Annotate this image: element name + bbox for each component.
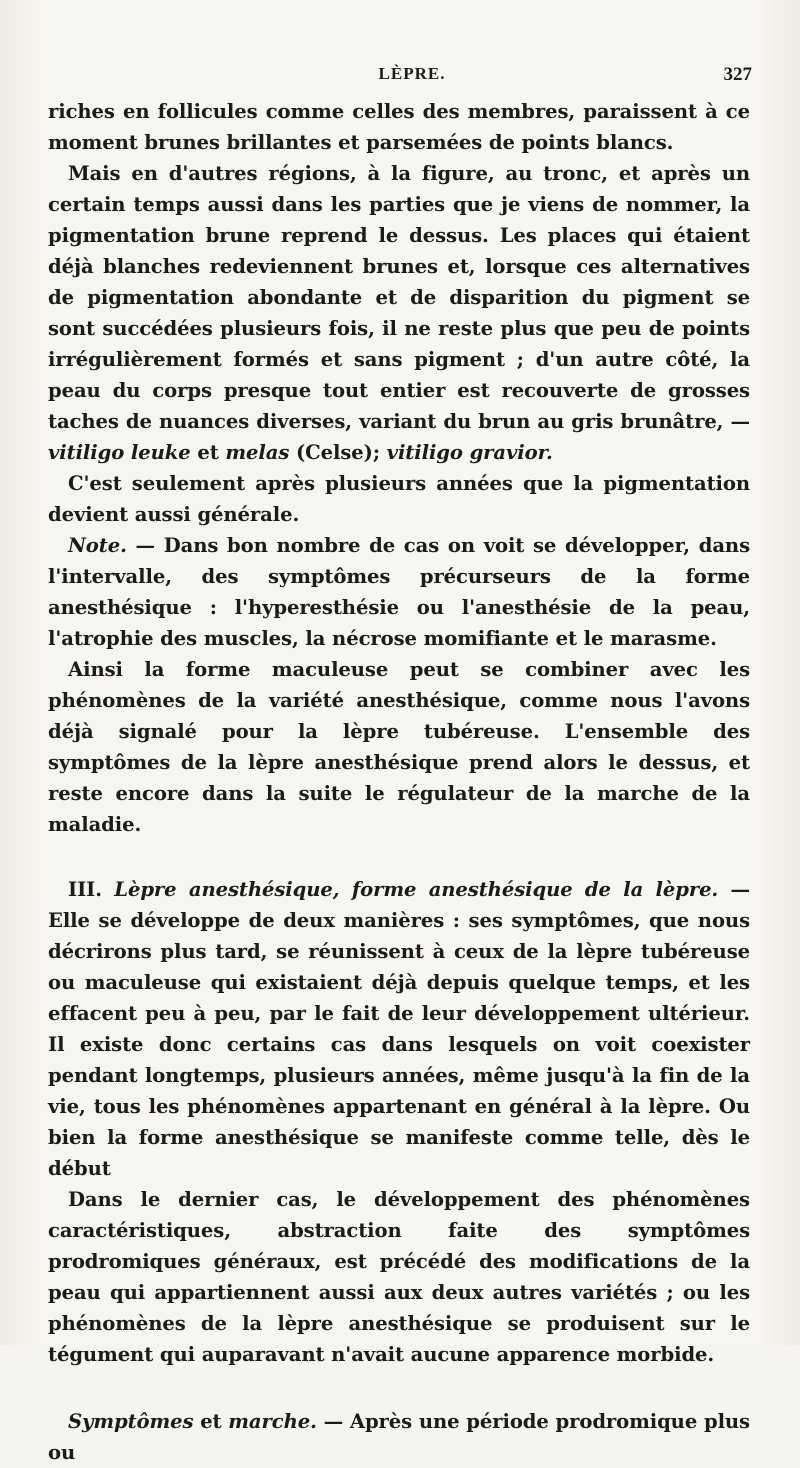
page-number: 327 — [723, 64, 752, 85]
paragraph-8: Symptômes et marche. — Après une période prodromique plus ou — [48, 1410, 750, 1464]
note-paragraph: Note. — Dans bon nombre de cas on voit se développer, dans l'intervalle, des symptômes précurseurs de la forme anesthésique : l'hyperesthésie ou l'anesthésie de la peau, l'atrophie des muscles, la nécrose momifiante et le marasme. — [48, 534, 750, 650]
body-text — [48, 96, 750, 1468]
page-header — [72, 64, 752, 92]
section-title: Lèpre anesthésique, forme anesthésique de la lèpre. — [114, 878, 719, 901]
running-title: LÈPRE. — [378, 64, 446, 83]
paragraph-5: Ainsi la forme maculeuse peut se combiner avec les phénomènes de la variété anesthésique, comme nous l'avons déjà signalé pour la lèpre tubéreuse. L'ensemble des symptômes de la lèpre anesthésique prend alors le dessus, et reste encore dans la suite le régulateur de la marche de la maladie. — [48, 658, 750, 836]
paragraph-7: Dans le dernier cas, le développement des phénomènes caractéristiques, abstraction faite des symptômes prodromiques généraux, est précédé des modifications de la peau qui appartiennent aussi aux deux autres variétés ; ou les phénomènes de la lèpre anesthésique se produisent sur le tégument qui auparavant n'avait aucune apparence morbide. — [48, 1188, 750, 1366]
section-iii-paragraph: III. Lèpre anesthésique, forme anesthésique de la lèpre. — Elle se développe de deux manières : ses symptômes, que nous décrirons plus tard, se réunissent à ceux de la lèpre tubéreuse ou maculeuse qui existaient déjà depuis quelque temps, et les effacent peu à peu, par le fait de leur développement ultérieur. Il existe donc certains cas dans lesquels on voit coexister pendant longtemps, plusieurs années, même jusqu'à la fin de la vie, tous les phénomènes appartenant en général à la lèpre. Ou bien la forme anesthésique se manifeste comme telle, dès le début — [48, 878, 751, 1180]
paragraph-1: riches en follicules comme celles des membres, paraissent à ce moment brunes brillantes et parsemées de points blancs. — [48, 100, 750, 154]
paragraph-2: Mais en d'autres régions, à la figure, au tronc, et après un certain temps aussi dans les parties que je viens de nommer, la pigmentation brune reprend le dessus. Les places qui étaient déjà blanches redeviennent brunes et, lorsque ces alternatives de pigmentation abondante et de disparition du pigment se sont succédées plusieurs fois, il ne reste plus que peu de points irrégulièrement formés et sans pigment ; d'un autre côté, la peau du corps presque tout entier est recouverte de grosses taches de nuances diverses, variant du brun au gris brunâtre, — vitiligo leuke et melas (Celse); vitiligo gravior. — [48, 162, 750, 464]
note-label: Note. — [68, 534, 127, 557]
paragraph-3: C'est seulement après plusieurs années que la pigmentation devient aussi générale. — [48, 472, 750, 526]
